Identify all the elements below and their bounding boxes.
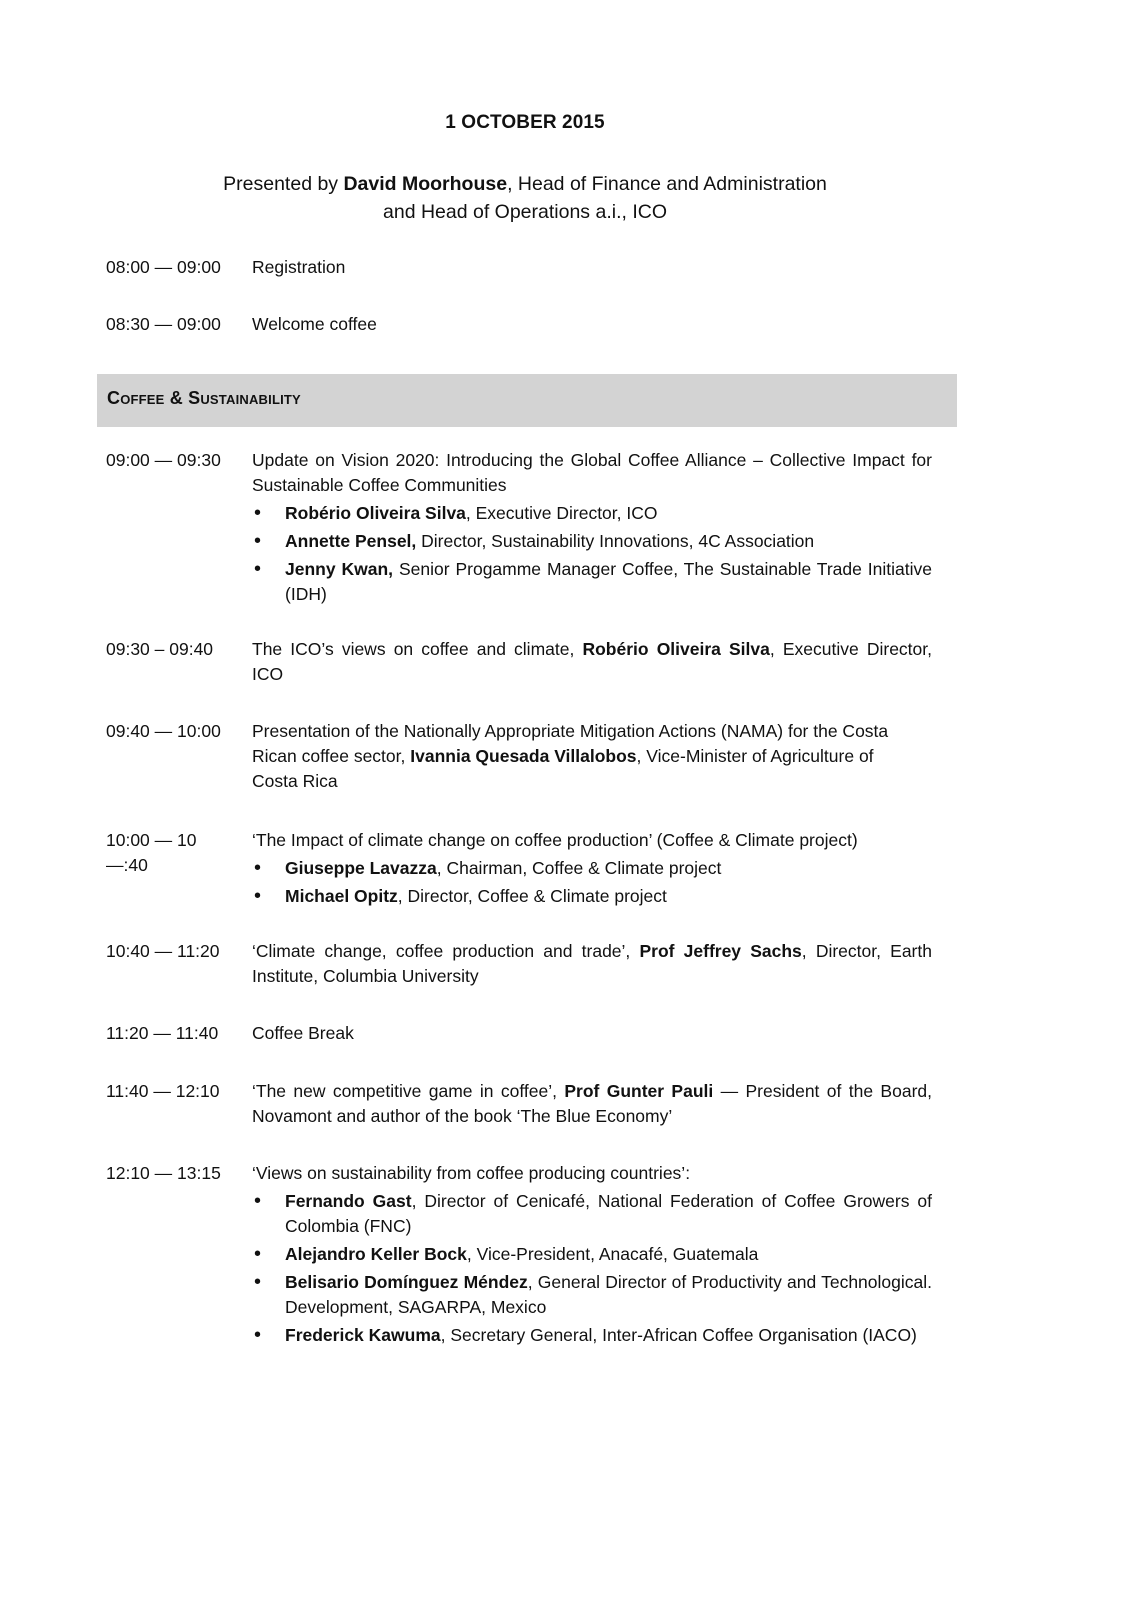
agenda-item-text: [252, 637, 932, 687]
agenda-item-title: The ICO’s views on coffee and climate,: [252, 639, 583, 659]
agenda-time-line1: 10:00 — 10: [106, 830, 197, 850]
speaker-role: Director, Sustainability Innovations, 4C Association: [416, 531, 815, 551]
agenda-time: 09:30 – 09:40: [106, 639, 214, 659]
presenter-name: David Moorhouse: [343, 173, 508, 195]
speaker-name: Belisario Domínguez Méndez: [285, 1272, 528, 1292]
speaker-role: , Director, Coffee & Climate project: [397, 886, 667, 906]
presenter-role: , Head of Finance and Administration: [507, 173, 827, 195]
speaker-role: , Secretary General, Inter-African Coffee Organisation (IACO): [440, 1325, 917, 1345]
speaker-name: Prof Jeffrey Sachs: [639, 941, 802, 961]
speaker-role: , Chairman, Coffee & Climate project: [436, 858, 722, 878]
speaker-role: , Vice-President, Anacafé, Guatemala: [466, 1244, 759, 1264]
speaker-name: Ivannia Quesada Villalobos: [410, 746, 637, 766]
speaker-role: , Executive Director, ICO: [252, 639, 933, 684]
speaker-role: , General Director of Productivity and Technological. Development, SAGARPA, Mexico: [285, 1272, 932, 1317]
agenda-item-text: Welcome coffee: [252, 314, 377, 334]
agenda-item-title: ‘The new competitive game in coffee’,: [252, 1081, 565, 1101]
speaker-role: — President of the Board, Novamont and author of the book ‘The Blue Economy’: [252, 1081, 932, 1126]
speaker-role: Senior Progamme Manager Coffee, The Sustainable Trade Initiative (IDH): [285, 559, 932, 604]
speaker-item: [252, 856, 932, 881]
speaker-role: , Executive Director, ICO: [465, 503, 658, 523]
speaker-item: [252, 1242, 932, 1267]
speaker-name: Fernando Gast: [285, 1191, 412, 1211]
agenda-time: 09:40 — 10:00: [106, 721, 221, 741]
speaker-item: [252, 529, 932, 554]
speaker-name: Giuseppe Lavazza: [285, 858, 437, 878]
speaker-list: [252, 1189, 932, 1348]
speaker-name: Alejandro Keller Bock: [285, 1244, 467, 1264]
speaker-role: , Director, Earth Institute, Columbia University: [252, 941, 932, 986]
speaker-name: Robério Oliveira Silva: [285, 503, 466, 523]
speaker-name: Prof Gunter Pauli: [564, 1081, 714, 1101]
section-title: Coffee & Sustainability: [107, 388, 301, 408]
agenda-time: 09:00 — 09:30: [106, 450, 221, 470]
agenda-item-text: [252, 1079, 932, 1129]
agenda-item-title: ‘Climate change, coffee production and trade’,: [252, 941, 640, 961]
speaker-name: Annette Pensel,: [285, 531, 417, 551]
agenda-time-line2: —:40: [106, 855, 148, 875]
agenda-item-title: Update on Vision 2020: Introducing the Global Coffee Alliance – Collective Impact for Sustainable Coffee Communities: [252, 450, 932, 495]
speaker-name: Robério Oliveira Silva: [582, 639, 770, 659]
agenda-item-text: [252, 939, 932, 989]
presenter-line: [0, 170, 1050, 226]
agenda-date: 1 OCTOBER 2015: [445, 112, 605, 133]
agenda-time: 08:00 — 09:00: [106, 257, 221, 277]
agenda-item-body: [252, 1161, 932, 1348]
speaker-name: Jenny Kwan,: [285, 559, 394, 579]
speaker-name: Michael Opitz: [285, 886, 398, 906]
agenda-item-title: ‘Views on sustainability from coffee producing countries’:: [252, 1163, 691, 1183]
speaker-list: [252, 856, 932, 909]
agenda-item-title: ‘The Impact of climate change on coffee production’ (Coffee & Climate project): [252, 830, 858, 850]
agenda-time: [106, 828, 246, 878]
speaker-item: [252, 1189, 932, 1239]
agenda-item-title: Presentation of the Nationally Appropriate Mitigation Actions (NAMA) for the Costa Rican coffee sector,: [252, 721, 889, 766]
speaker-item: [252, 1270, 932, 1320]
agenda-item-body: [252, 448, 932, 607]
agenda-time: 11:20 — 11:40: [106, 1023, 219, 1043]
agenda-item-text: Registration: [252, 257, 346, 277]
presented-prefix: Presented by: [223, 173, 344, 195]
speaker-item: [252, 557, 932, 607]
speaker-name: Frederick Kawuma: [285, 1325, 441, 1345]
speaker-role: , Vice-Minister of Agriculture of Costa Rica: [252, 746, 874, 791]
agenda-time: 11:40 — 12:10: [106, 1081, 220, 1101]
agenda-item-text: [252, 719, 892, 794]
agenda-item-text: Coffee Break: [252, 1023, 354, 1043]
speaker-item: [252, 1323, 932, 1348]
agenda-item-body: [252, 828, 932, 909]
agenda-time: 08:30 — 09:00: [106, 314, 221, 334]
speaker-role: , Director of Cenicafé, National Federation of Coffee Growers of Colombia (FNC): [285, 1191, 932, 1236]
speaker-list: [252, 501, 932, 607]
speaker-item: [252, 884, 932, 909]
section-header-bar: [97, 374, 957, 427]
agenda-time: 12:10 — 13:15: [106, 1163, 221, 1183]
presenter-role-line2: and Head of Operations a.i., ICO: [383, 201, 667, 223]
speaker-item: [252, 501, 932, 526]
agenda-time: 10:40 — 11:20: [106, 941, 220, 961]
